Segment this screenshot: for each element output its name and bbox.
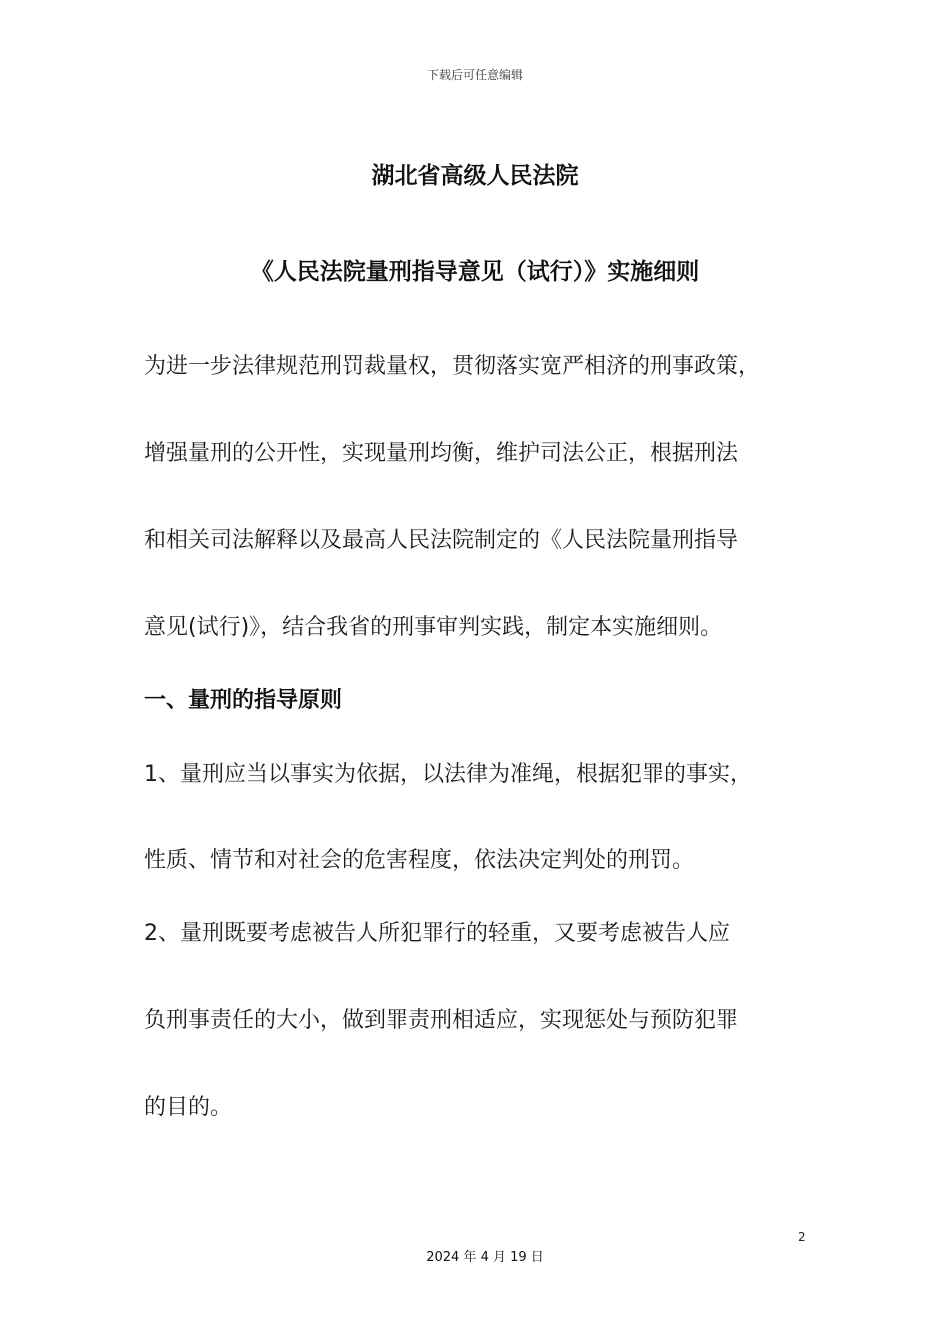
item-1-line-1: 1、量刑应当以事实为依据，以法律为准绳，根据犯罪的事实， [144, 762, 752, 787]
section-heading-guiding-principles: 一、量刑的指导原则 [144, 688, 343, 713]
header-note: 下载后可任意编辑 [426, 68, 523, 82]
footer-date: 2024 年 4 月 19 日 [426, 1250, 544, 1265]
intro-line-4: 意见(试行)》，结合我省的刑事审判实践，制定本实施细则。 [144, 615, 723, 640]
item-1-line-2: 性质、情节和对社会的危害程度，依法决定判处的刑罚。 [144, 848, 695, 873]
item-2-line-2: 负刑事责任的大小，做到罪责刑相适应，实现惩处与预防犯罪 [144, 1008, 739, 1033]
intro-line-3: 和相关司法解释以及最高人民法院制定的《人民法院量刑指导 [144, 528, 739, 553]
item-2-line-1: 2、量刑既要考虑被告人所犯罪行的轻重，又要考虑被告人应 [144, 921, 730, 946]
intro-line-1: 为进一步法律规范刑罚裁量权，贯彻落实宽严相济的刑事政策， [144, 354, 761, 379]
document-title-rules: 《人民法院量刑指导意见（试行）》实施细则 [250, 259, 700, 285]
page-number: 2 [798, 1230, 806, 1244]
intro-line-2: 增强量刑的公开性，实现量刑均衡，维护司法公正，根据刑法 [144, 441, 739, 466]
item-2-line-3: 的目的。 [144, 1095, 233, 1120]
document-title-court: 湖北省高级人民法院 [371, 163, 579, 189]
